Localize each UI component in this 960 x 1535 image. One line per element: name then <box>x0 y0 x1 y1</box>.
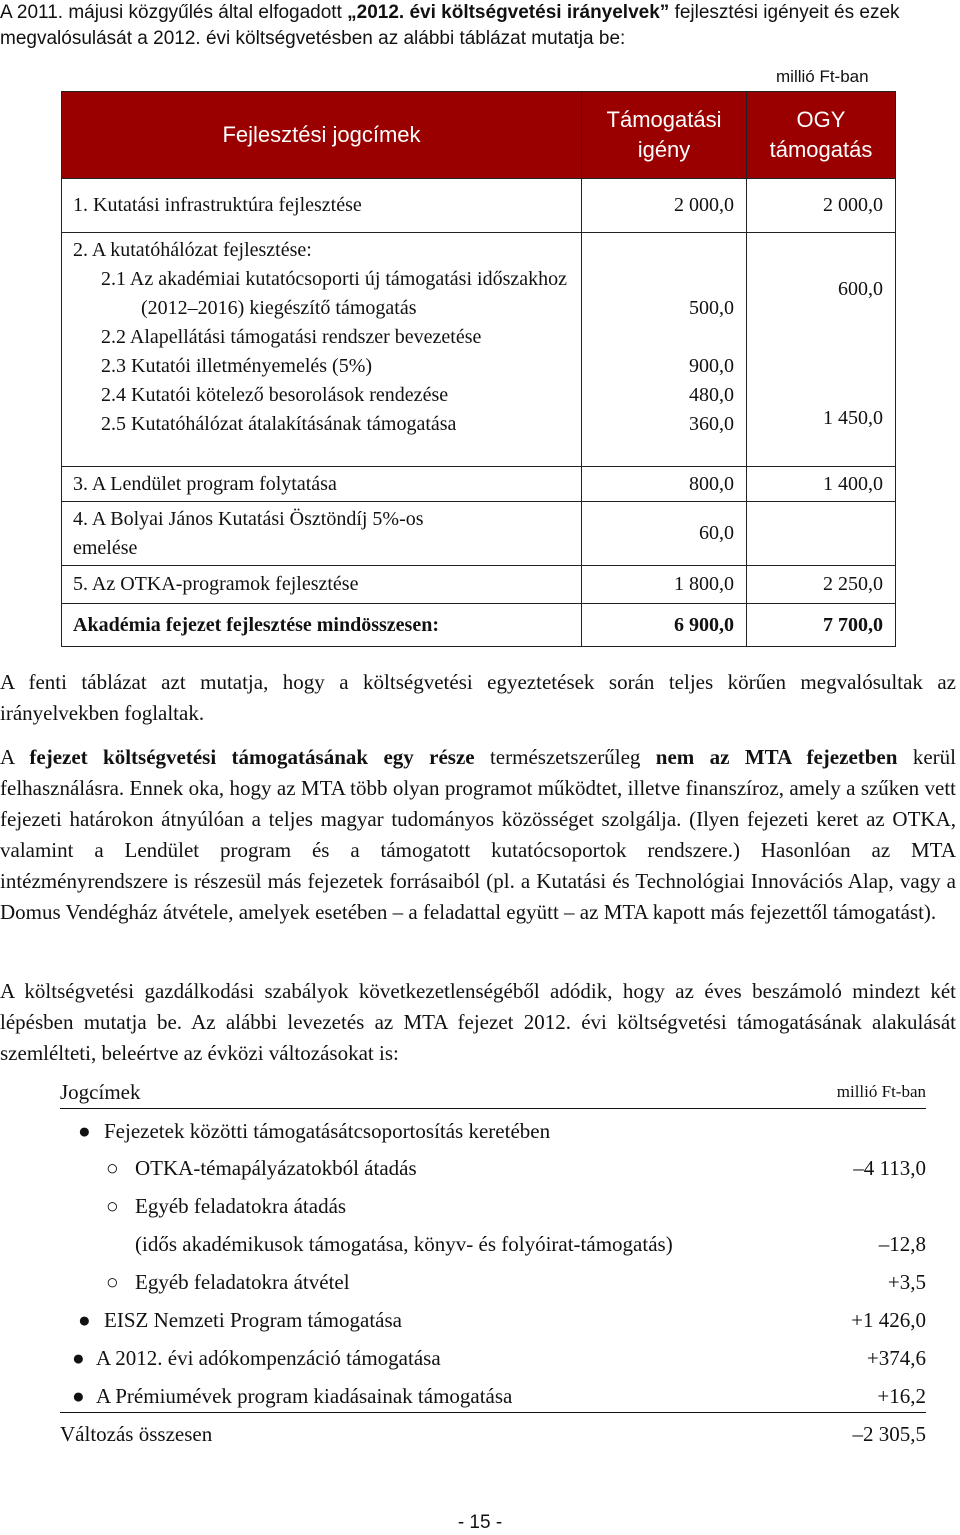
row-2-4-value: 360,0 <box>689 413 734 435</box>
row-2-1: 2.1 Az akadémiai kutatócsoporti új támogatási időszakhoz (2012–2016) kiegészítő támogatás <box>101 268 567 319</box>
item-2-value: +1 426,0 <box>851 1308 926 1332</box>
row-3-label: 3. A Lendület program folytatása <box>62 467 582 502</box>
circle-bullet-icon: ○ <box>106 1156 119 1180</box>
total-igeny: 6 900,0 <box>582 604 747 647</box>
row-4-igeny: 60,0 <box>582 502 747 566</box>
bullet-icon: ● <box>78 1308 91 1332</box>
item-3-value: +374,6 <box>866 1346 926 1370</box>
sum-value: –2 305,5 <box>852 1422 926 1446</box>
table-header-row <box>62 92 896 179</box>
circle-bullet-icon: ○ <box>106 1194 119 1218</box>
row-1-label: 1. Kutatási infrastruktúra fejlesztése <box>62 179 582 233</box>
sum-label: Változás összesen <box>60 1422 213 1446</box>
item-2-label: EISZ Nemzeti Program támogatása <box>104 1308 402 1332</box>
bullet-icon: ● <box>72 1346 85 1370</box>
row-5-ogy: 2 250,0 <box>747 566 896 604</box>
row-3-ogy: 1 400,0 <box>747 467 896 502</box>
item-1a-label: OTKA-témapályázatokból átadás <box>135 1156 417 1180</box>
item-1b-detail: (idős akadémikusok támogatása, könyv- és folyóirat-támogatás) <box>135 1232 673 1256</box>
derivation-list <box>60 1076 926 1476</box>
table-row <box>62 566 896 604</box>
row-2-1-value: 500,0 <box>689 297 734 319</box>
list-head-unit: millió Ft-ban <box>836 1082 926 1101</box>
list-item <box>60 1152 926 1184</box>
item-3-label: A 2012. évi adókompenzáció támogatása <box>96 1346 441 1370</box>
paragraph-3: A költségvetési gazdálkodási szabályok következetlenségéből adódik, hogy az éves beszámoló mindezt két lépésben mutatja be. Az alábbi levezetés az MTA fejezet 2012. évi költségvetési támogatásának alakulását szemlélteti, beleértve az évközi változásokat is: <box>0 979 956 1065</box>
item-1c-value: +3,5 <box>887 1270 926 1294</box>
p2-bold-1: fejezet költségvetési támogatásának egy része <box>29 745 475 769</box>
list-item <box>60 1190 926 1222</box>
row-2-ogy-2: 1 450,0 <box>823 407 883 429</box>
item-1c-label: Egyéb feladatokra átvétel <box>135 1270 350 1294</box>
total-ogy: 7 700,0 <box>747 604 896 647</box>
p2-c: természetszerűleg <box>474 745 656 769</box>
row-5-label: 5. Az OTKA-programok fejlesztése <box>62 566 582 604</box>
table-row <box>62 233 896 467</box>
row-2-ogy-1: 600,0 <box>838 278 883 300</box>
item-1b-value: –12,8 <box>878 1232 926 1256</box>
row-2-labels <box>62 233 582 467</box>
list-header <box>60 1076 926 1109</box>
item-1a-value: –4 113,0 <box>853 1156 926 1180</box>
item-4-label: A Prémiumévek program kiadásainak támogatása <box>96 1384 513 1408</box>
row-2-2: 2.2 Alapellátási támogatási rendszer bevezetése <box>101 326 482 348</box>
intro-bold-title: „2012. évi költségvetési irányelvek” <box>347 2 670 23</box>
page-number: - 15 - <box>457 1512 503 1533</box>
row-5-igeny: 1 800,0 <box>582 566 747 604</box>
item-1b-label: Egyéb feladatokra átadás <box>135 1194 347 1218</box>
list-item <box>60 1115 926 1147</box>
row-1-igeny: 2 000,0 <box>582 179 747 233</box>
row-4-ogy <box>747 502 896 566</box>
budget-table <box>61 91 896 647</box>
item-4-value: +16,2 <box>877 1384 926 1408</box>
row-4-label: 4. A Bolyai János Kutatási Ösztöndíj 5%-os emelése <box>62 502 582 566</box>
paragraph-1: A fenti táblázat azt mutatja, hogy a költségvetési egyeztetések során teljes körűen megvalósultak az irányelvekben foglaltak. <box>0 670 956 725</box>
row-2-2-value: 900,0 <box>689 355 734 377</box>
row-1-ogy: 2 000,0 <box>747 179 896 233</box>
row-2-ogy <box>747 233 896 467</box>
table-row <box>62 467 896 502</box>
total-label: Akadémia fejezet fejlesztése mindösszesen: <box>62 604 582 647</box>
list-item <box>60 1228 926 1260</box>
p2-e: kerül felhasználásra. Ennek oka, hogy az MTA több olyan programot működtet, illetve finanszíroz, amely a szűken vett fejezeti határokon átnyúlóan a teljes magyar tudományos közösséget szolgálja. (Ilyen fejezeti keret az OTKA, valamint a Lendület program és a támogatott kutatócsoportok rendszere.) Hasonlóan az MTA intézményrendszere is részesül más fejezetek forrásaiból (pl. a Kutatási és Technológiai Innovációs Alap, vagy a Domus Vendégház átvétele, amelyek esetében – a feladattal együtt – az MTA kapott más fejezettől támogatást). <box>0 745 956 924</box>
intro-text-2: fejlesztési igényeit és ezek megvalósulását a 2012. évi költségvetésben az alábbi táblázat mutatja be: <box>0 2 900 49</box>
bullet-icon: ● <box>72 1384 85 1408</box>
p2-bold-2: nem az MTA fejezetben <box>655 745 898 769</box>
row-2-3-value: 480,0 <box>689 384 734 406</box>
header-jogcimek: Fejlesztési jogcímek <box>62 92 582 179</box>
row-2-head: 2. A kutatóhálózat fejlesztése: <box>73 239 312 261</box>
list-item <box>60 1380 926 1413</box>
list-item <box>60 1304 926 1336</box>
list-item <box>60 1266 926 1298</box>
list-total <box>60 1418 926 1450</box>
item-1-label: Fejezetek közötti támogatásátcsoportosítás keretében <box>104 1119 551 1143</box>
table-row <box>62 179 896 233</box>
header-ogy: OGY támogatás <box>747 92 896 179</box>
list-item <box>60 1342 926 1374</box>
intro-text-1: A 2011. májusi közgyűlés által elfogadott <box>0 2 348 23</box>
paragraph-2 <box>0 742 956 928</box>
row-2-5: 2.5 Kutatóhálózat átalakításának támogatása <box>101 413 457 435</box>
header-igeny: Támogatási igény <box>582 92 747 179</box>
p2-a: A <box>0 745 30 769</box>
bullet-icon: ● <box>78 1119 91 1143</box>
row-2-4: 2.4 Kutatói kötelező besorolások rendezése <box>101 384 449 406</box>
row-2-3: 2.3 Kutatói illetményemelés (5%) <box>101 355 373 377</box>
row-3-igeny: 800,0 <box>582 467 747 502</box>
list-head-label: Jogcímek <box>60 1080 141 1104</box>
circle-bullet-icon: ○ <box>106 1270 119 1294</box>
table-row <box>62 502 896 566</box>
table-total-row <box>62 604 896 647</box>
row-2-igeny <box>582 233 747 467</box>
intro-paragraph <box>0 0 960 52</box>
table-unit: millió Ft-ban <box>776 67 869 86</box>
